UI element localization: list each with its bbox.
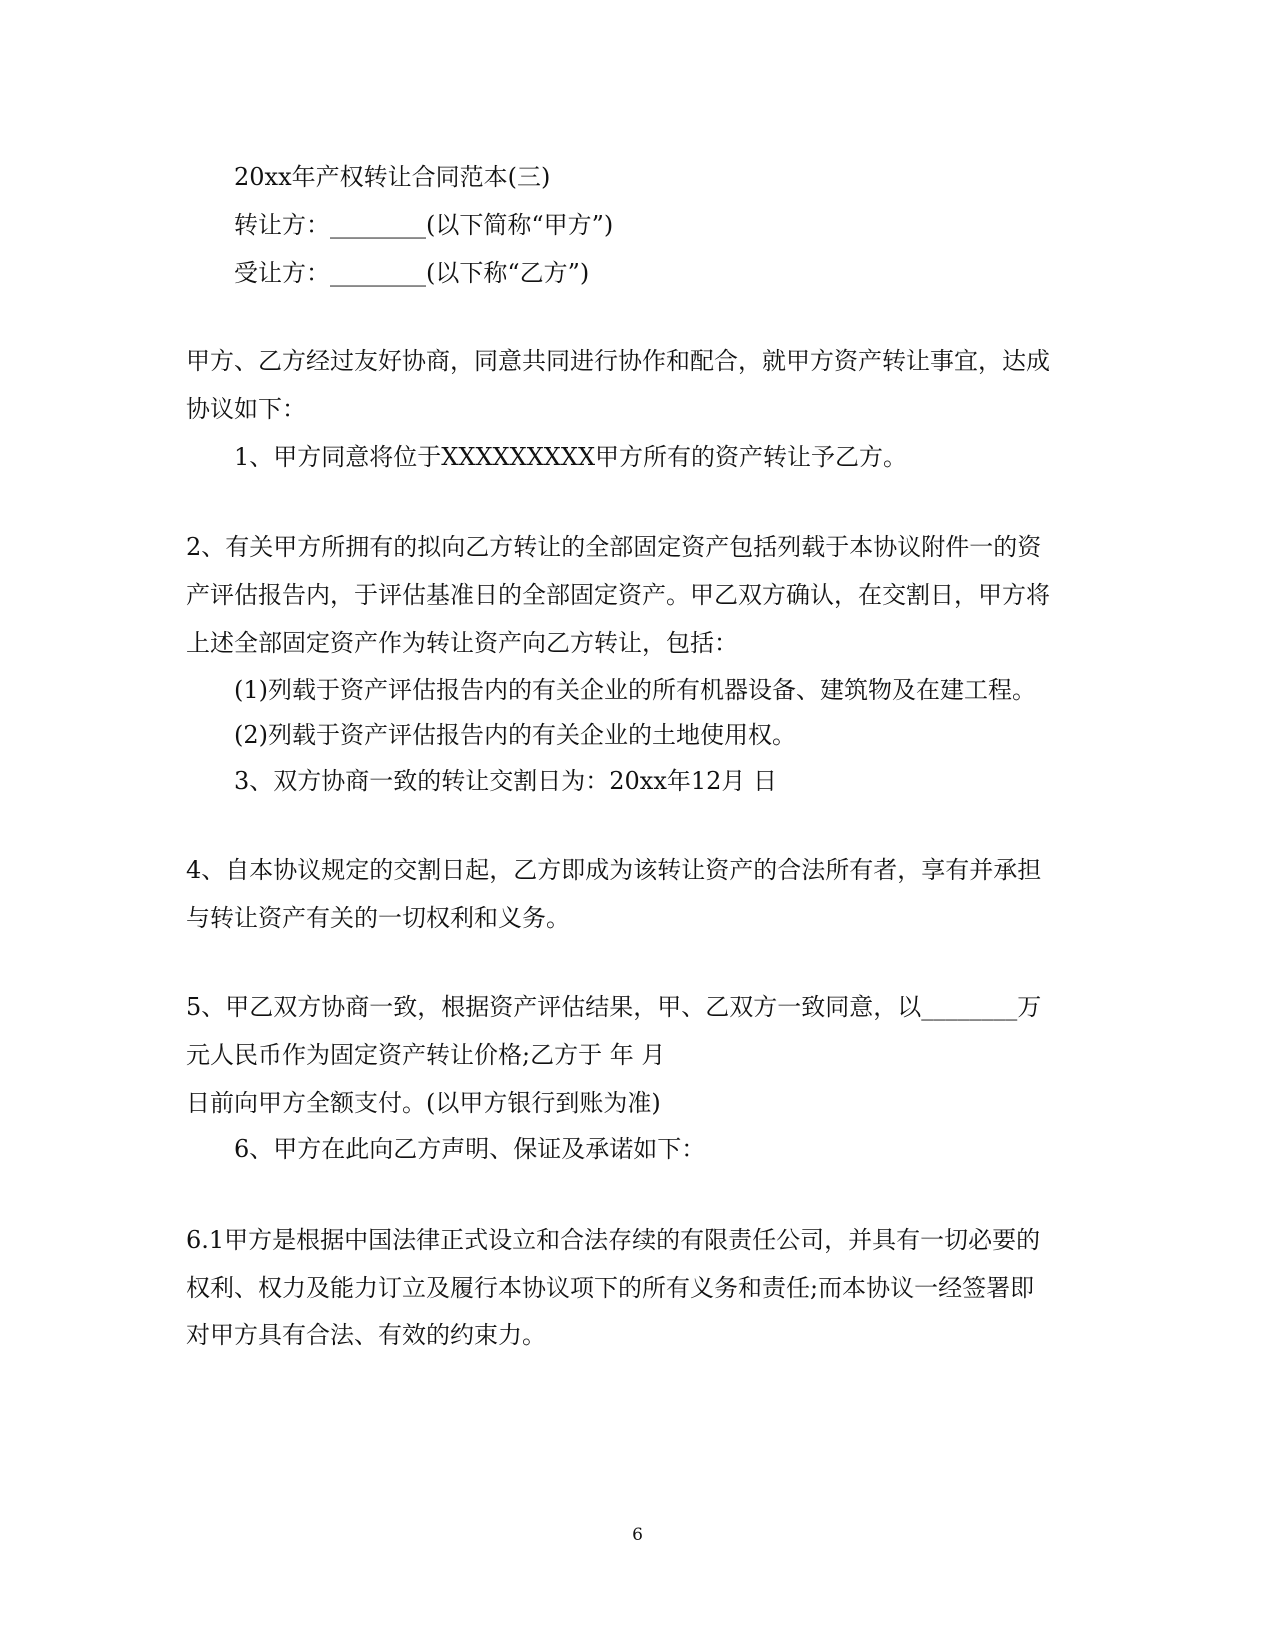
clause-6-1-line: 权利、权力及能力订立及履行本协议项下的所有义务和责任;而本协议一经签署即 — [186, 1274, 1035, 1302]
clause-2-line: 产评估报告内，于评估基准日的全部固定资产。甲乙双方确认，在交割日，甲方将 — [186, 581, 1050, 609]
document-title: 20xx年产权转让合同范本(三) — [234, 163, 551, 191]
clause-4-line: 与转让资产有关的一切权利和义务。 — [186, 904, 570, 932]
clause-5-line: 5、甲乙双方协商一致，根据资产评估结果，甲、乙双方一致同意，以________万 — [186, 993, 1042, 1021]
page-number: 6 — [632, 1525, 643, 1545]
clause-5-line: 元人民币作为固定资产转让价格;乙方于 年 月 — [186, 1041, 666, 1069]
clause-6-1-line: 对甲方具有合法、有效的约束力。 — [186, 1321, 546, 1349]
clause-2-line: 2、有关甲方所拥有的拟向乙方转让的全部固定资产包括列载于本协议附件一的资 — [186, 533, 1042, 561]
clause-4-line: 4、自本协议规定的交割日起，乙方即成为该转让资产的合法所有者，享有并承担 — [186, 856, 1042, 884]
intro-paragraph-line: 协议如下： — [186, 395, 306, 423]
clause-5-line: 日前向甲方全额支付。(以甲方银行到账为准) — [186, 1089, 661, 1117]
clause-2-item-1: (1)列载于资产评估报告内的有关企业的所有机器设备、建筑物及在建工程。 — [234, 676, 1036, 704]
clause-1: 1、甲方同意将位于XXXXXXXXX甲方所有的资产转让予乙方。 — [234, 443, 908, 471]
transferor-line: 转让方：________(以下简称“甲方”) — [234, 211, 614, 239]
clause-2-line: 上述全部固定资产作为转让资产向乙方转让，包括： — [186, 629, 738, 657]
clause-6: 6、甲方在此向乙方声明、保证及承诺如下： — [234, 1135, 706, 1163]
intro-paragraph-line: 甲方、乙方经过友好协商，同意共同进行协作和配合，就甲方资产转让事宜，达成 — [186, 347, 1050, 375]
transferee-line: 受让方：________(以下称“乙方”) — [234, 259, 590, 287]
clause-3: 3、双方协商一致的转让交割日为：20xx年12月 日 — [234, 767, 778, 795]
clause-2-item-2: (2)列载于资产评估报告内的有关企业的土地使用权。 — [234, 721, 796, 749]
clause-6-1-line: 6.1甲方是根据中国法律正式设立和合法存续的有限责任公司，并具有一切必要的 — [186, 1226, 1041, 1254]
